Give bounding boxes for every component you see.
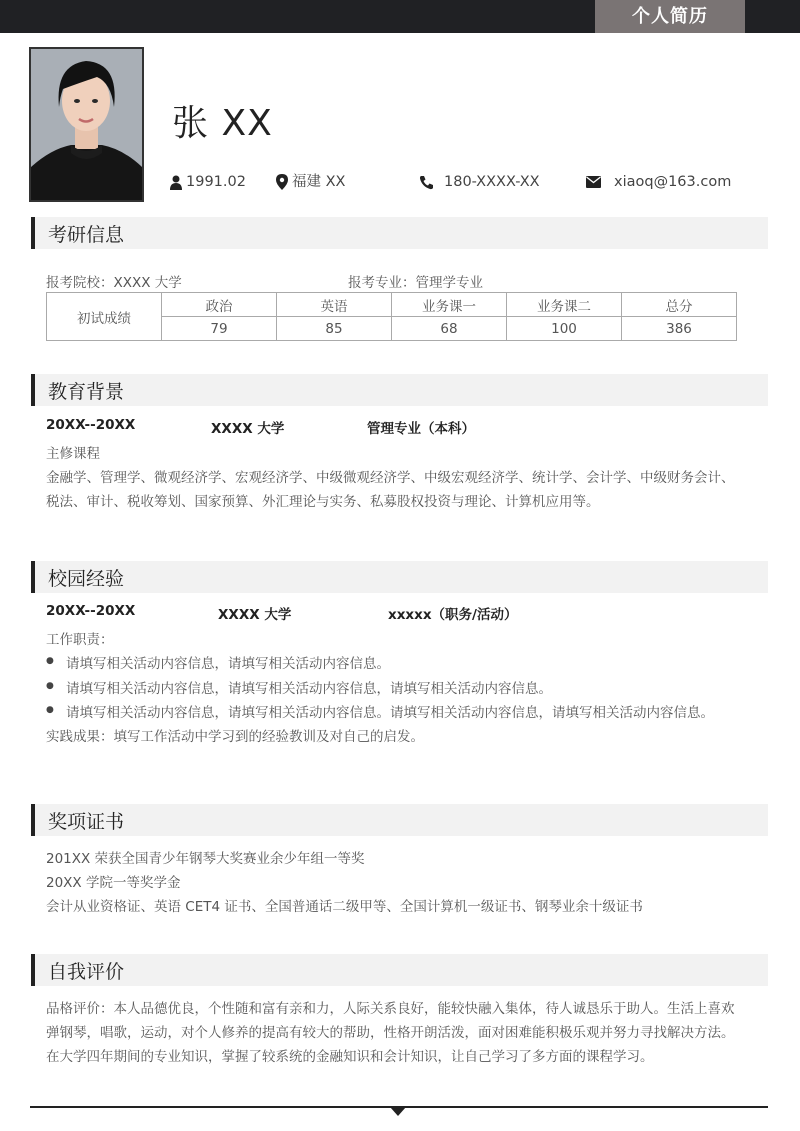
- section-header-self: [31, 954, 768, 986]
- edu-period: 20XX--20XX: [46, 417, 136, 433]
- email-text: xiaoq@163.com: [614, 174, 732, 190]
- edu-major: 管理专业（本科）: [367, 421, 475, 437]
- section-header-education: [31, 374, 768, 406]
- score-row-label: 初试成绩: [47, 293, 162, 341]
- section-title: 考研信息: [48, 224, 125, 246]
- campus-school: XXXX 大学: [218, 607, 292, 623]
- person-name: 张 XX: [172, 103, 273, 144]
- score-cell: 100: [507, 317, 622, 341]
- award-item: 会计从业资格证、英语 CET4 证书、全国普通话二级甲等、全国计算机一级证书、钢琴业余十级证书: [46, 899, 643, 915]
- footer-arrow-icon: [390, 1107, 406, 1116]
- campus-duty-label: 工作职责：: [46, 632, 114, 648]
- subject-header: 政治: [162, 293, 277, 317]
- score-cell: 386: [622, 317, 737, 341]
- phone-icon: [419, 175, 434, 190]
- edu-school: XXXX 大学: [211, 421, 285, 437]
- campus-result: 实践成果：填写工作活动中学习到的经验教训及对自己的启发。: [46, 729, 424, 745]
- campus-role: xxxxx（职务/活动）: [388, 607, 518, 623]
- self-eval-line: 弹钢琴，唱歌，运动，对个人修养的提高有较大的帮助，性格开朗活泼，面对困难能积极乐观并努力寻找解决方法。: [46, 1025, 735, 1041]
- subject-header: 英语: [277, 293, 392, 317]
- award-item: 201XX 荣获全国青少年钢琴大奖赛业余少年组一等奖: [46, 851, 365, 867]
- subject-header: 总分: [622, 293, 737, 317]
- section-title: 教育背景: [48, 381, 125, 403]
- self-eval-line: 在大学四年期间的专业知识，掌握了较系统的金融知识和会计知识，让自己学习了多方面的课程学习。: [46, 1049, 654, 1065]
- exam-major: 报考专业：管理学专业: [348, 275, 483, 291]
- section-header-awards: [31, 804, 768, 836]
- duty-item: ● 请填写相关活动内容信息，请填写相关活动内容信息。请填写相关活动内容信息，请填写相关活动内容信息。: [46, 701, 714, 721]
- edu-courses-label: 主修课程: [46, 446, 100, 462]
- contact-birth: [170, 172, 246, 192]
- campus-period: 20XX--20XX: [46, 603, 136, 619]
- subject-header: 业务课一: [392, 293, 507, 317]
- exam-school: 报考院校：XXXX 大学: [46, 275, 182, 291]
- score-cell: 79: [162, 317, 277, 341]
- subject-header: 业务课二: [507, 293, 622, 317]
- section-title: 自我评价: [48, 961, 125, 983]
- header-bar: [0, 0, 800, 33]
- section-title: 校园经验: [48, 568, 125, 590]
- location-text: 福建 XX: [292, 174, 346, 190]
- self-eval-line: 品格评价：本人品德优良，个性随和富有亲和力，人际关系良好，能较快融入集体，待人诚恳乐于助人。生活上喜欢: [46, 1001, 735, 1017]
- section-title: 奖项证书: [48, 811, 125, 833]
- resume-title-tab: 个人简历: [595, 0, 745, 33]
- person-icon: [170, 175, 182, 190]
- contact-email: [586, 172, 731, 192]
- section-header-campus: [31, 561, 768, 593]
- mail-icon: [586, 176, 601, 188]
- location-pin-icon: [276, 174, 288, 190]
- birth-text: 1991.02: [186, 174, 246, 190]
- edu-courses-line: 税法、审计、税收筹划、国家预算、外汇理论与实务、私募股权投资与理论、计算机应用等。: [46, 494, 600, 510]
- edu-courses-line: 金融学、管理学、微观经济学、宏观经济学、中级微观经济学、中级宏观经济学、统计学、会计学、中级财务会计、: [46, 470, 735, 486]
- score-cell: 85: [277, 317, 392, 341]
- duty-item: ● 请填写相关活动内容信息，请填写相关活动内容信息，请填写相关活动内容信息。: [46, 677, 552, 697]
- phone-text: 180-XXXX-XX: [444, 174, 540, 190]
- contact-phone: [419, 172, 540, 192]
- contact-location: [276, 172, 345, 192]
- profile-photo: [29, 47, 144, 202]
- section-header-exam: [31, 217, 768, 249]
- score-table: [46, 292, 737, 341]
- score-cell: 68: [392, 317, 507, 341]
- award-item: 20XX 学院一等奖学金: [46, 875, 181, 891]
- duty-item: ● 请填写相关活动内容信息，请填写相关活动内容信息。: [46, 652, 390, 672]
